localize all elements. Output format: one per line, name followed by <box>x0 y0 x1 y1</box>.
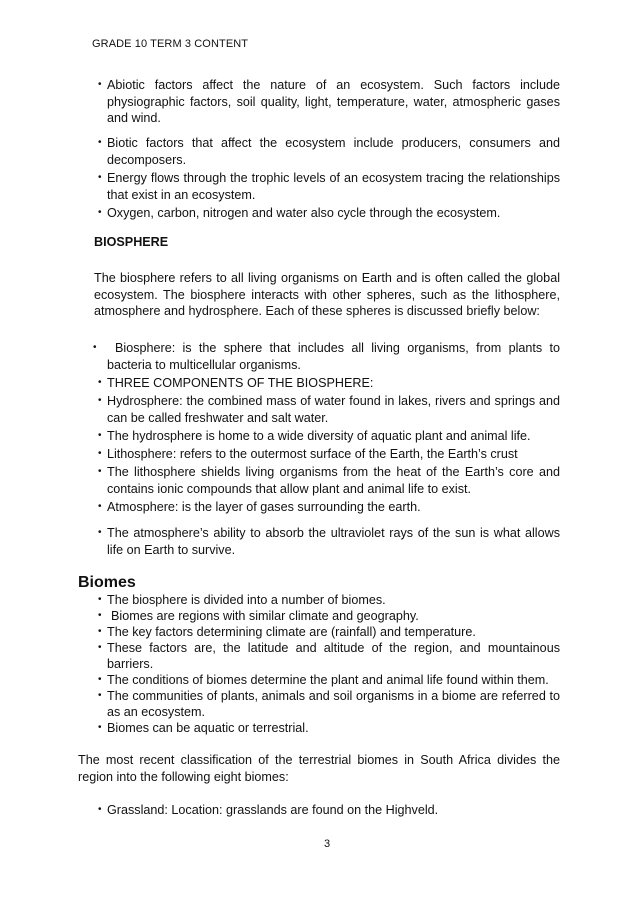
list-item-text: The conditions of biomes determine the plant and animal life found within them. <box>107 673 549 687</box>
list-item-text: THREE COMPONENTS OF THE BIOSPHERE: <box>107 376 374 390</box>
list-item <box>98 720 560 736</box>
list-item <box>98 446 560 464</box>
bullet: • <box>98 642 102 653</box>
grassland-item <box>98 802 560 819</box>
list-item <box>98 135 560 170</box>
biosphere-list <box>98 375 560 560</box>
list-item-text: The hydrosphere is home to a wide diversity of aquatic plant and animal life. <box>107 429 531 443</box>
list-item <box>98 802 560 819</box>
bullet: • <box>98 722 102 733</box>
bullet: • <box>98 466 102 477</box>
list-item <box>98 393 560 428</box>
list-item-text: Biomes are regions with similar climate and geography. <box>111 609 419 623</box>
biosphere-heading: BIOSPHERE <box>94 235 169 249</box>
list-item <box>98 640 560 672</box>
bullet: • <box>98 207 102 218</box>
bullet: • <box>98 501 102 512</box>
bullet: • <box>98 377 102 388</box>
page-number: 3 <box>324 838 331 850</box>
biomes-heading: Biomes <box>78 574 136 591</box>
list-item-text: Grassland: Location: grasslands are found on the Highveld. <box>107 803 439 817</box>
list-item <box>98 525 560 560</box>
bullet: • <box>98 610 102 621</box>
list-item-text: Atmosphere: is the layer of gases surrounding the earth. <box>107 500 421 514</box>
bullet: • <box>98 430 102 441</box>
list-item-text: The key factors determining climate are (rainfall) and temperature. <box>107 625 476 639</box>
list-item-text: The communities of plants, animals and soil organisms in a biome are referred to as an ecosystem. <box>107 689 560 719</box>
bullet: • <box>98 626 102 637</box>
list-item-text: These factors are, the latitude and altitude of the region, and mountainous barriers. <box>107 641 560 671</box>
list-item-text: Lithosphere: refers to the outermost surface of the Earth, the Earth’s crust <box>107 447 518 461</box>
bullet: • <box>98 690 102 701</box>
list-item-text: The lithosphere shields living organisms from the heat of the Earth’s core and contains ionic compounds that allow plant and animal life to exist. <box>107 465 560 496</box>
list-item <box>98 624 560 640</box>
bullet: • <box>93 342 97 353</box>
list-item <box>98 375 560 393</box>
biosphere-first-item <box>93 340 560 373</box>
list-item-text: The atmosphere’s ability to absorb the ultraviolet rays of the sun is what allows life on Earth to survive. <box>107 526 560 557</box>
list-item-text: The biosphere is divided into a number of biomes. <box>107 593 386 607</box>
list-item-text: Biotic factors that affect the ecosystem include producers, consumers and decomposers. <box>107 136 560 167</box>
ecosystem-list <box>98 77 560 223</box>
list-item <box>98 170 560 205</box>
bullet: • <box>98 448 102 459</box>
list-item-text: Biomes can be aquatic or terrestrial. <box>107 721 309 735</box>
paragraph-text: The biosphere refers to all living organisms on Earth and is often called the global ecosystem. The biosphere interacts with other spheres, such as the lithosphere, atmosphere and hydrosphere. Each of these spheres is discussed briefly below: <box>94 271 560 318</box>
bullet: • <box>98 137 102 148</box>
bullet: • <box>98 674 102 685</box>
biomes-list <box>98 592 560 736</box>
bullet: • <box>98 594 102 605</box>
paragraph-text: The most recent classification of the terrestrial biomes in South Africa divides the region into the following eight biomes: <box>78 753 560 784</box>
list-item-text: Oxygen, carbon, nitrogen and water also cycle through the ecosystem. <box>107 206 501 220</box>
bullet: • <box>98 527 102 538</box>
list-item <box>98 499 560 525</box>
list-item <box>98 428 560 446</box>
list-item <box>98 205 560 223</box>
list-item <box>98 672 560 688</box>
list-item <box>98 592 560 608</box>
page-header: GRADE 10 TERM 3 CONTENT <box>92 38 249 50</box>
list-item <box>98 464 560 499</box>
list-item <box>98 608 560 624</box>
bullet: • <box>98 79 102 90</box>
list-item-text: Energy flows through the trophic levels of an ecosystem tracing the relationships that exist in an ecosystem. <box>107 171 560 202</box>
classification-paragraph <box>78 752 560 785</box>
bullet: • <box>98 172 102 183</box>
list-item-text: Abiotic factors affect the nature of an ecosystem. Such factors include physiographic factors, soil quality, light, temperature, water, atmospheric gases and wind. <box>107 78 560 125</box>
list-item <box>98 77 560 135</box>
biosphere-intro <box>94 270 560 320</box>
list-item <box>93 340 560 373</box>
list-item-text: Hydrosphere: the combined mass of water found in lakes, rivers and springs and can be called freshwater and salt water. <box>107 394 560 425</box>
bullet: • <box>98 804 102 815</box>
list-item <box>98 688 560 720</box>
list-item-text: Biosphere: is the sphere that includes all living organisms, from plants to bacteria to multicellular organisms. <box>107 341 560 372</box>
bullet: • <box>98 395 102 406</box>
